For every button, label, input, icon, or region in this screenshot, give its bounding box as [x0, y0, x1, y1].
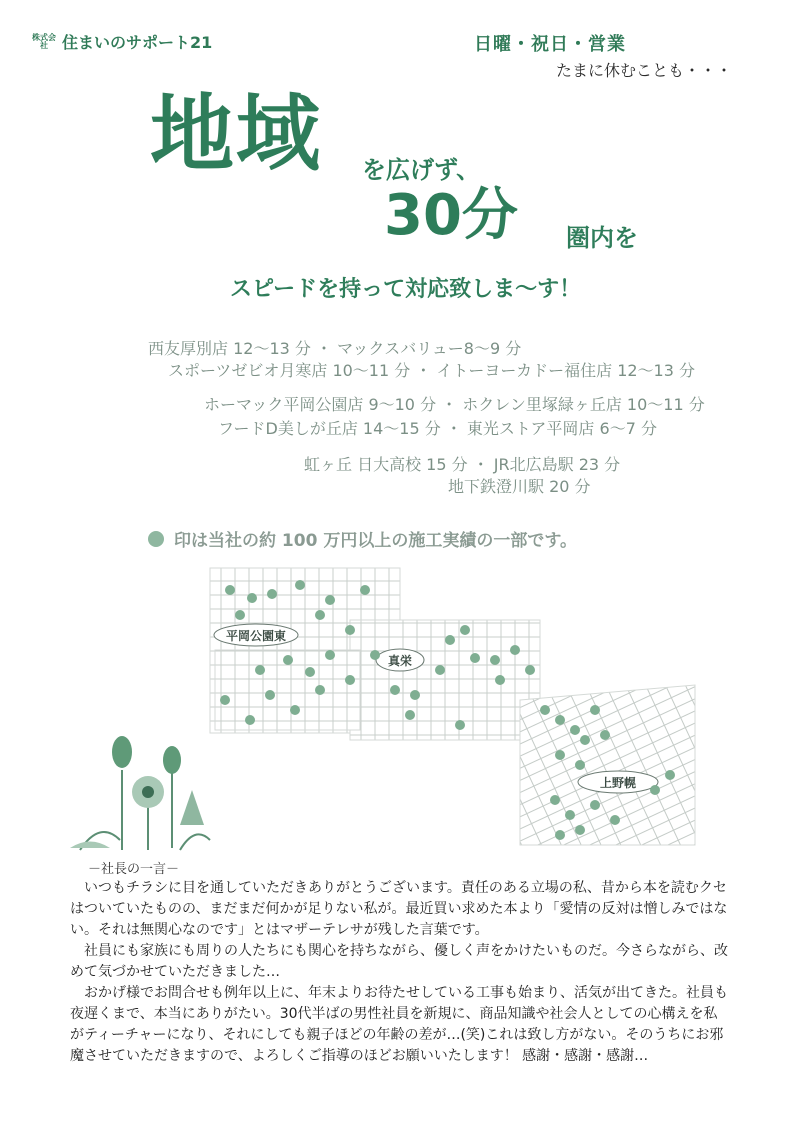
map-dot: [565, 810, 575, 820]
map-dot: [360, 585, 370, 595]
map-dot: [470, 653, 480, 663]
construction-note: [148, 526, 577, 551]
map-dot: [445, 635, 455, 645]
message-paragraph: おかげ様でお問合せも例年以上に、年末よりお待たせしている工事も始まり、活気が出てきた。社員も夜遅くまで、本当にありがたい。30代半ばの男性社員を新規に、商品知識や社会人としての心構えを私がティーチャーになり、それにしても親子ほどの年齢の差が…(笑)これは致し方がない。そのうちにお邪魔させていただきますので、よろしくご指導のほどお願いいたします！ 感謝・感謝・感謝…: [70, 985, 728, 1064]
map-dot: [325, 595, 335, 605]
map-label-hiraoka: 平岡公園東: [225, 629, 287, 643]
headline-suffix-1: を広げず、: [362, 156, 481, 184]
map-dot: [555, 715, 565, 725]
map-dot: [290, 705, 300, 715]
map-dot: [405, 710, 415, 720]
headline-suffix-2: 圏内を: [566, 224, 638, 252]
map-dot: [600, 730, 610, 740]
map-dot: [245, 715, 255, 725]
map-dot: [305, 667, 315, 677]
map-dot: [255, 665, 265, 675]
map-dot: [575, 825, 585, 835]
message-title: －社長の一言－: [88, 862, 180, 877]
map-dot: [220, 695, 230, 705]
map-graphic: [200, 560, 700, 850]
map-dot: [455, 720, 465, 730]
map-dot: [490, 655, 500, 665]
map-dot: [550, 795, 560, 805]
location-line: フードD美しが丘店 14～15 分 ・ 東光ストア平岡店 6～7 分: [218, 419, 657, 438]
location-line: 虹ヶ丘 日大高校 15 分 ・ JR北広島駅 23 分: [304, 455, 621, 474]
map-dot: [580, 735, 590, 745]
map-dot: [540, 705, 550, 715]
map-dot: [650, 785, 660, 795]
map-dot: [435, 665, 445, 675]
map-dot: [665, 770, 675, 780]
map-label: [214, 624, 298, 646]
map-dot: [460, 625, 470, 635]
location-line: 西友厚別店 12～13 分 ・ マックスバリュー8～9 分: [148, 339, 522, 358]
business-days: 日曜・祝日・営業: [474, 34, 626, 55]
headline-30min: 30分: [384, 183, 518, 248]
company-name: [32, 30, 212, 53]
flower-icon: [60, 730, 220, 860]
map-dot: [265, 690, 275, 700]
location-line: ホーマック平岡公園店 9～10 分 ・ ホクレン里塚緑ヶ丘店 10～11 分: [204, 395, 705, 414]
map-dot: [525, 665, 535, 675]
map-dot: [590, 705, 600, 715]
map-dot: [495, 675, 505, 685]
company-name-text: 住まいのサポート21: [62, 33, 213, 52]
flower-illustration: [60, 730, 220, 860]
map-dot: [610, 815, 620, 825]
map-dot: [575, 760, 585, 770]
map-dot: [590, 800, 600, 810]
map-dot: [570, 725, 580, 735]
headline-region: 地域: [150, 85, 323, 183]
map-dot: [510, 645, 520, 655]
map-dot: [325, 650, 335, 660]
map-dot: [235, 610, 245, 620]
map-dot: [295, 580, 305, 590]
map-dot: [315, 685, 325, 695]
map-label-kaminopporo: 上野幌: [599, 776, 637, 790]
construction-note-text: 印は当社の約 100 万円以上の施工実績の一部です。: [174, 531, 577, 551]
map-label: [578, 771, 658, 793]
map-dot: [390, 685, 400, 695]
map-dot: [247, 593, 257, 603]
map-dot: [345, 675, 355, 685]
map-label-shinei: 真栄: [387, 654, 413, 668]
message-paragraph: 社員にも家族にも周りの人たちにも関心を持ちながら、優しく声をかけたいものだ。今さらながら、改めて気づかせていただきました…: [70, 943, 728, 980]
president-message: [70, 878, 730, 1067]
service-area-map: [200, 560, 700, 850]
message-paragraph: いつもチラシに目を通していただきありがとうございます。責任のある立場の私、昔から本を読むクセはついていたものの、まだまだ何かが足りない私が。最近買い求めた本より「愛情の反対は憎しみではない。それは無関心なのです」とはマザーテレサが残した言葉です。: [70, 880, 728, 938]
map-dot: [555, 750, 565, 760]
map-label: [376, 649, 424, 671]
map-dot: [370, 650, 380, 660]
map-dot: [315, 610, 325, 620]
tagline: スピードを持って対応致しま～す！: [230, 277, 582, 302]
map-dot: [555, 830, 565, 840]
company-prefix: 株式会社: [32, 32, 56, 50]
location-line: 地下鉄澄川駅 20 分: [448, 477, 591, 496]
location-line: スポーツゼビオ月寒店 10～11 分 ・ イトーヨーカドー福住店 12～13 分: [168, 361, 695, 380]
legend-dot-icon: [148, 531, 164, 547]
map-dot: [410, 690, 420, 700]
business-days-note: たまに休むことも・・・: [556, 61, 733, 80]
map-dot: [283, 655, 293, 665]
map-dot: [225, 585, 235, 595]
map-dot: [267, 589, 277, 599]
map-dot: [345, 625, 355, 635]
